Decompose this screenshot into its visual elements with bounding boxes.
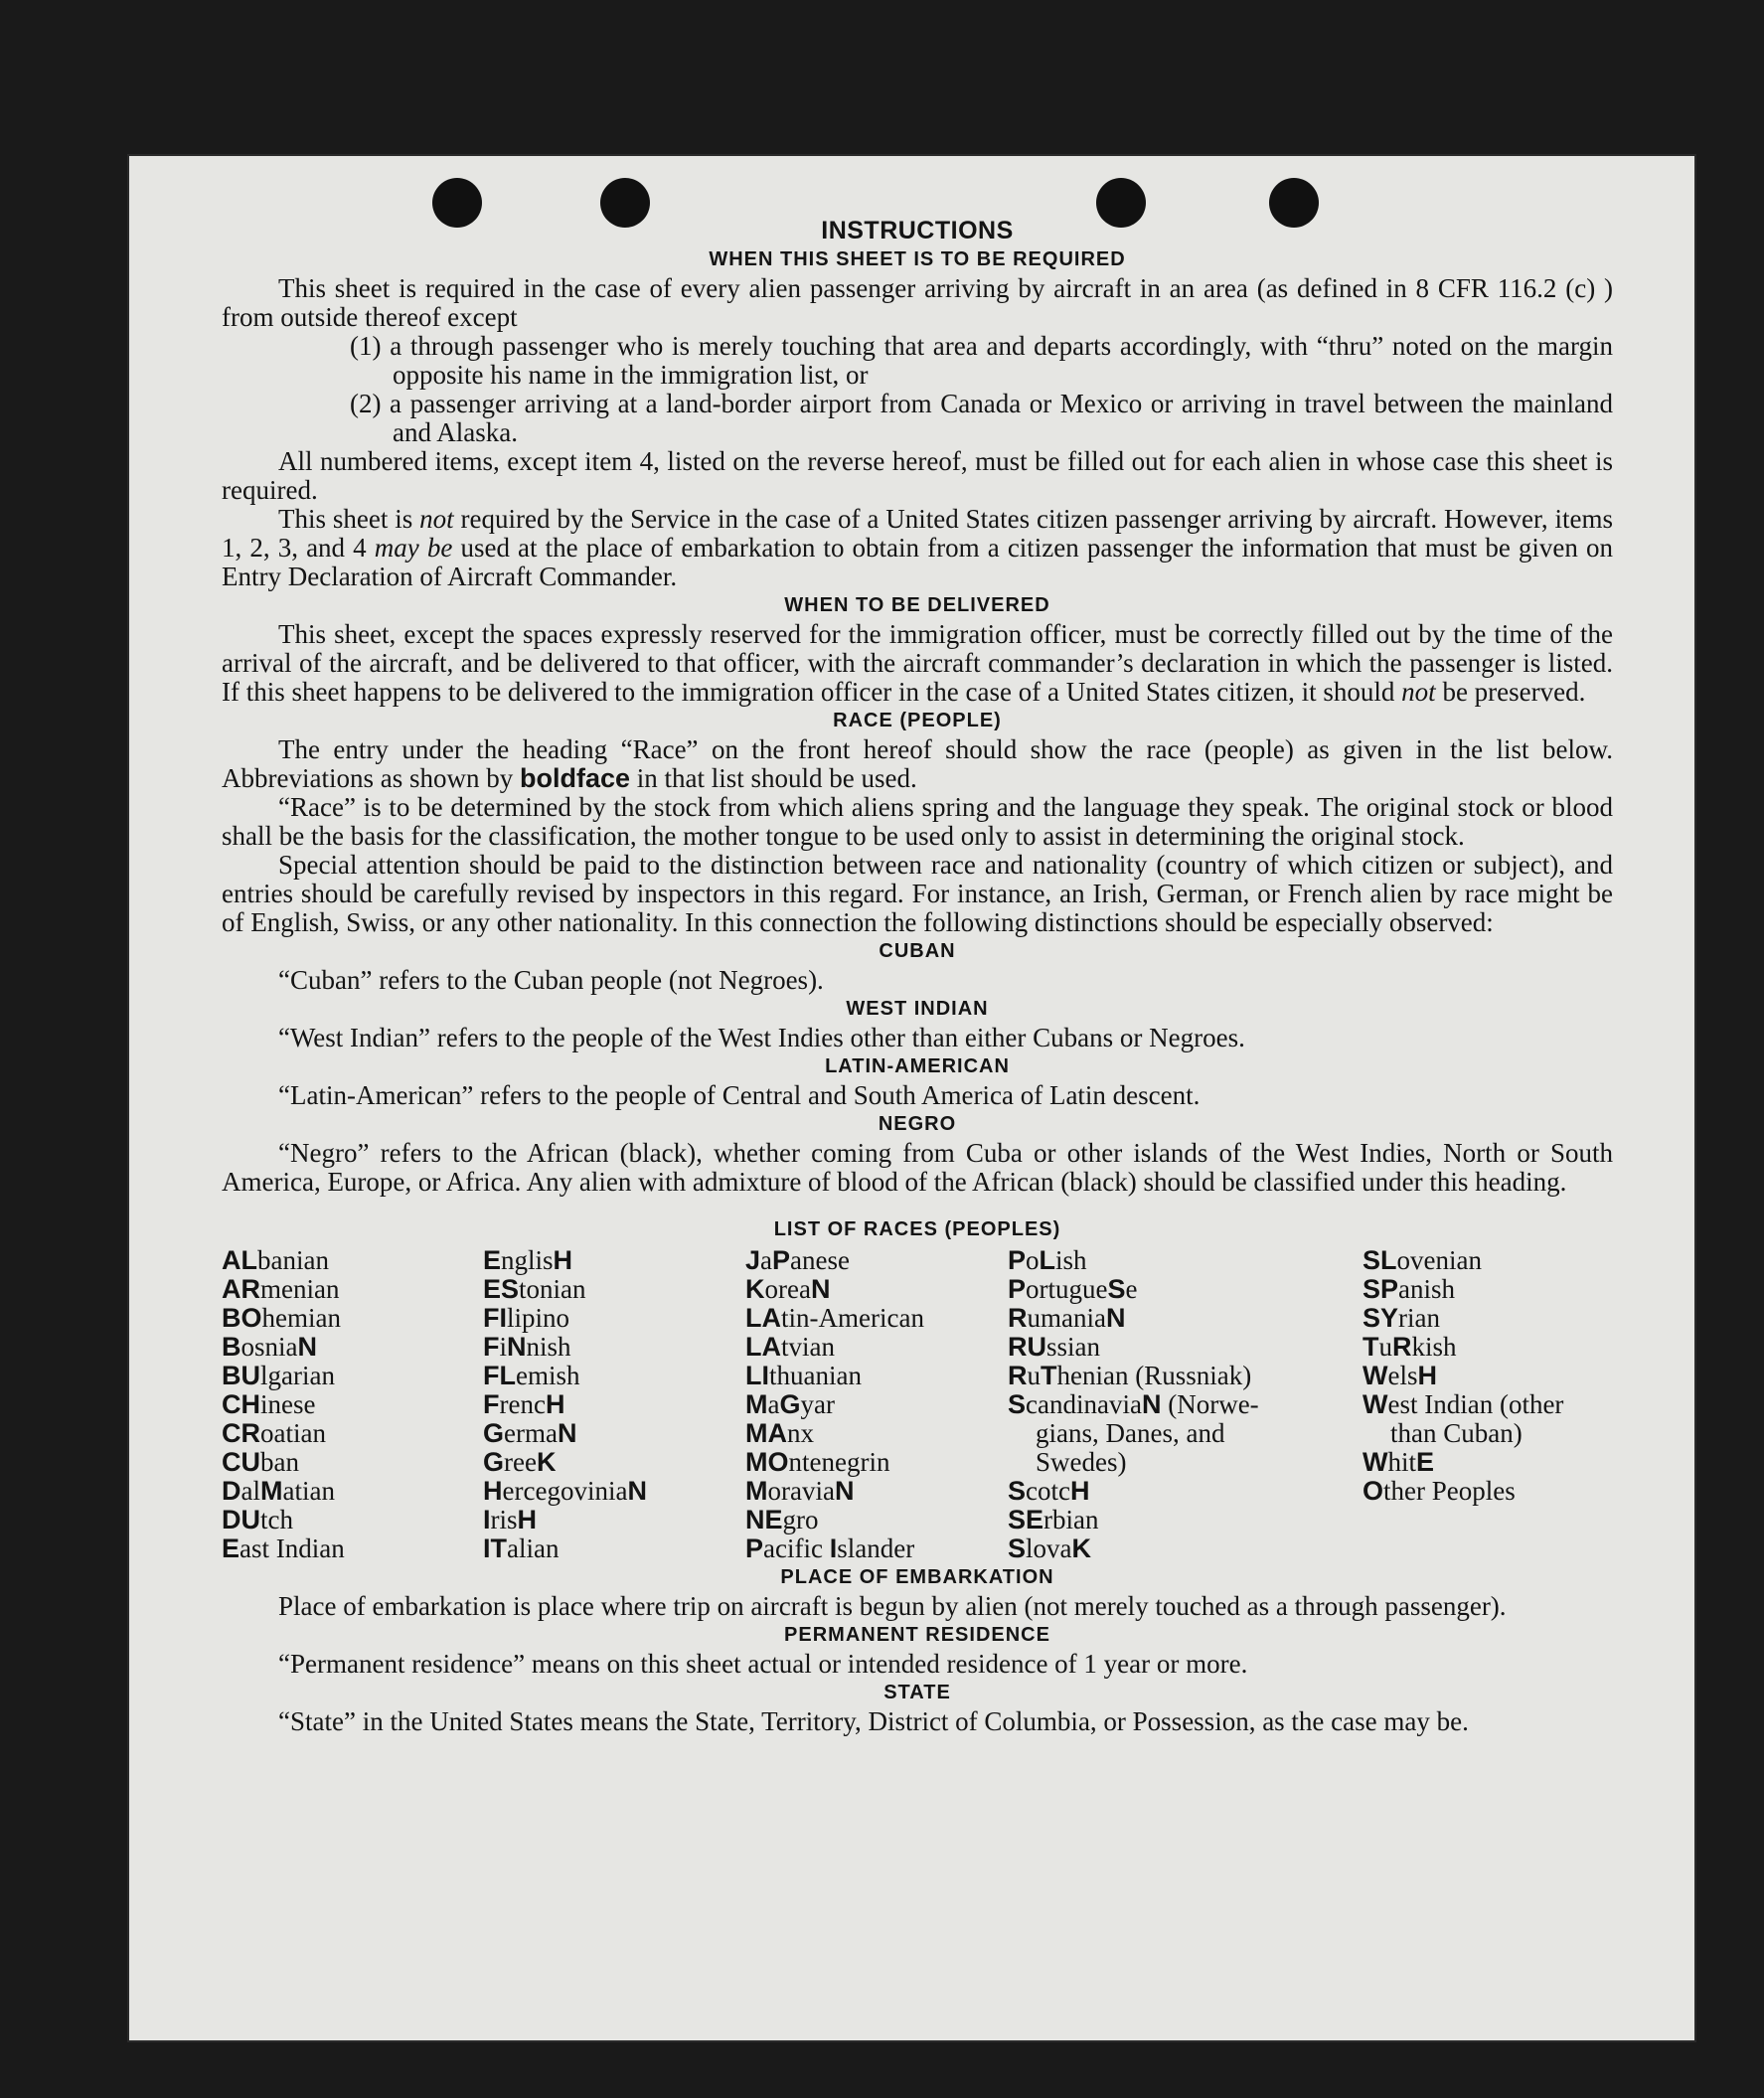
instructions-content <box>222 217 1613 1736</box>
section-heading: WEST INDIAN <box>846 998 989 1020</box>
section-heading: PERMANENT RESIDENCE <box>784 1624 1050 1646</box>
race-entry: BOhemian <box>222 1303 341 1333</box>
race-entry: SLovenian <box>1363 1245 1482 1275</box>
race-entry: MOntenegrin <box>745 1447 890 1477</box>
race-entry: FIlipino <box>483 1303 570 1333</box>
page-title: INSTRUCTIONS <box>821 217 1014 244</box>
paragraph: All numbered items, except item 4, listed on the reverse hereof, must be filled out for each alien in whose case this sheet is required. <box>222 446 1613 505</box>
race-entry: than Cuban) <box>1390 1418 1523 1448</box>
race-entry: EStonian <box>483 1274 586 1304</box>
race-entry: LIthuanian <box>745 1361 862 1390</box>
race-entry: LAtin-American <box>745 1303 924 1333</box>
race-column <box>1363 1246 1601 1563</box>
paragraph: Place of embarkation is place where trip on aircraft is begun by alien (not merely touched as a through passenger). <box>278 1591 1507 1621</box>
race-entry: CRoatian <box>222 1418 326 1448</box>
race-entry: Other Peoples <box>1363 1476 1516 1506</box>
section-heading: LIST OF RACES (PEOPLES) <box>773 1218 1061 1240</box>
race-entry: RuThenian (Russniak) <box>1008 1361 1252 1390</box>
race-entry: Swedes) <box>1036 1447 1127 1477</box>
race-entry: DUtch <box>222 1505 293 1534</box>
section-heading: LATIN-AMERICAN <box>825 1055 1010 1077</box>
race-column <box>483 1246 745 1563</box>
race-entry: CHinese <box>222 1389 316 1419</box>
exception-item: (1) a through passenger who is merely touching that area and departs accordingly, with “thru” noted on the margin opposite his name in the immigration list, or <box>350 331 1613 390</box>
race-entry: ScotcH <box>1008 1476 1090 1506</box>
paragraph: “West Indian” refers to the people of the West Indies other than either Cubans or Negroes. <box>278 1023 1245 1052</box>
race-entry: WhitE <box>1363 1447 1435 1477</box>
paragraph: This sheet is required in the case of every alien passenger arriving by aircraft in an area (as defined in 8 CFR 116.2 (c) ) from outside thereof except <box>222 273 1613 332</box>
race-entry: TuRkish <box>1363 1332 1457 1362</box>
race-entry: East Indian <box>222 1533 345 1563</box>
race-column <box>222 1246 483 1563</box>
paragraph: “Latin-American” refers to the people of Central and South America of Latin descent. <box>278 1080 1201 1110</box>
race-entry: Pacific Islander <box>745 1533 915 1563</box>
race-entry: HercegoviniaN <box>483 1476 647 1506</box>
race-entry: WelsH <box>1363 1361 1437 1390</box>
race-entry: PoLish <box>1008 1245 1087 1275</box>
race-entry: DalMatian <box>222 1476 335 1506</box>
race-entry: ITalian <box>483 1533 560 1563</box>
race-entry: ScandinaviaN (Norwe- <box>1008 1389 1259 1419</box>
race-entry: MoraviaN <box>745 1476 855 1506</box>
race-entry: SErbian <box>1008 1505 1099 1534</box>
race-entry: NEgro <box>745 1505 819 1534</box>
race-entry: BUlgarian <box>222 1361 335 1390</box>
race-entry: gians, Danes, and <box>1036 1418 1225 1448</box>
section-heading: PLACE OF EMBARKATION <box>780 1566 1054 1588</box>
race-entry: ARmenian <box>222 1274 340 1304</box>
race-entry: IrisH <box>483 1505 538 1534</box>
paragraph: The entry under the heading “Race” on the front hereof should show the race (people) as given in the list below. Abbreviations as shown by boldface in that list should be used. <box>222 734 1613 793</box>
race-entry: MAnx <box>745 1418 814 1448</box>
race-entry: West Indian (other <box>1363 1389 1564 1419</box>
paragraph: “State” in the United States means the State, Territory, District of Columbia, or Possession, as the case may be. <box>278 1706 1469 1736</box>
race-entry: GermaN <box>483 1418 577 1448</box>
race-column <box>1008 1246 1363 1563</box>
race-entry: KoreaN <box>745 1274 831 1304</box>
race-entry: JaPanese <box>745 1245 850 1275</box>
section-heading: STATE <box>883 1682 951 1703</box>
race-entry: GreeK <box>483 1447 557 1477</box>
race-entry: FiNnish <box>483 1332 571 1362</box>
race-entry: RumaniaN <box>1008 1303 1126 1333</box>
instruction-sheet <box>127 154 1696 2042</box>
section-heading: RACE (PEOPLE) <box>833 710 1002 731</box>
paragraph: “Cuban” refers to the Cuban people (not Negroes). <box>278 965 824 995</box>
paragraph: “Negro” refers to the African (black), whether coming from Cuba or other islands of the West Indies, North or South America, Europe, or Africa. Any alien with admixture of blood of the African (black) should be classified under this heading. <box>222 1138 1613 1197</box>
section-heading: CUBAN <box>879 940 956 962</box>
paragraph: Special attention should be paid to the distinction between race and nationality (country of which citizen or subject), and entries should be carefully revised by inspectors in this regard. For instance, an Irish, German, or French alien by race might be of English, Swiss, or any other nationality. In this connection the following distinctions should be especially observed: <box>222 850 1613 937</box>
race-entry: BosniaN <box>222 1332 317 1362</box>
race-entry: RUssian <box>1008 1332 1100 1362</box>
race-entry: MaGyar <box>745 1389 835 1419</box>
race-entry: SlovaK <box>1008 1533 1092 1563</box>
race-entry: EnglisH <box>483 1245 573 1275</box>
race-entry: SYrian <box>1363 1303 1441 1333</box>
exception-item: (2) a passenger arriving at a land-border airport from Canada or Mexico or arriving in travel between the mainland and Alaska. <box>350 389 1613 447</box>
race-entry: LAtvian <box>745 1332 835 1362</box>
race-entry: ALbanian <box>222 1245 329 1275</box>
race-entry: SPanish <box>1363 1274 1456 1304</box>
paragraph: This sheet, except the spaces expressly reserved for the immigration officer, must be correctly filled out by the time of the arrival of the aircraft, and be delivered to that officer, with the aircraft commander’s declaration in which the passenger is listed. If this sheet happens to be delivered to the immigration officer in the case of a United States citizen, it should not be preserved. <box>222 619 1613 707</box>
paragraph: “Permanent residence” means on this sheet actual or intended residence of 1 year or more. <box>278 1649 1248 1679</box>
section-heading: WHEN TO BE DELIVERED <box>784 594 1050 616</box>
race-entry: PortugueSe <box>1008 1274 1138 1304</box>
race-column <box>745 1246 1008 1563</box>
race-entry: FrencH <box>483 1389 565 1419</box>
paragraph: “Race” is to be determined by the stock from which aliens spring and the language they speak. The original stock or blood shall be the basis for the classification, the mother tongue to be used only to assist in determining the original stock. <box>222 792 1613 851</box>
section-heading: WHEN THIS SHEET IS TO BE REQUIRED <box>709 248 1126 270</box>
race-entry: FLemish <box>483 1361 580 1390</box>
race-entry: CUban <box>222 1447 299 1477</box>
section-heading: NEGRO <box>878 1113 957 1135</box>
race-list <box>222 1246 1613 1563</box>
paragraph: This sheet is not required by the Service in the case of a United States citizen passenger arriving by aircraft. However, items 1, 2, 3, and 4 may be used at the place of embarkation to obtain from a citizen passenger the information that must be given on Entry Declaration of Aircraft Commander. <box>222 504 1613 591</box>
